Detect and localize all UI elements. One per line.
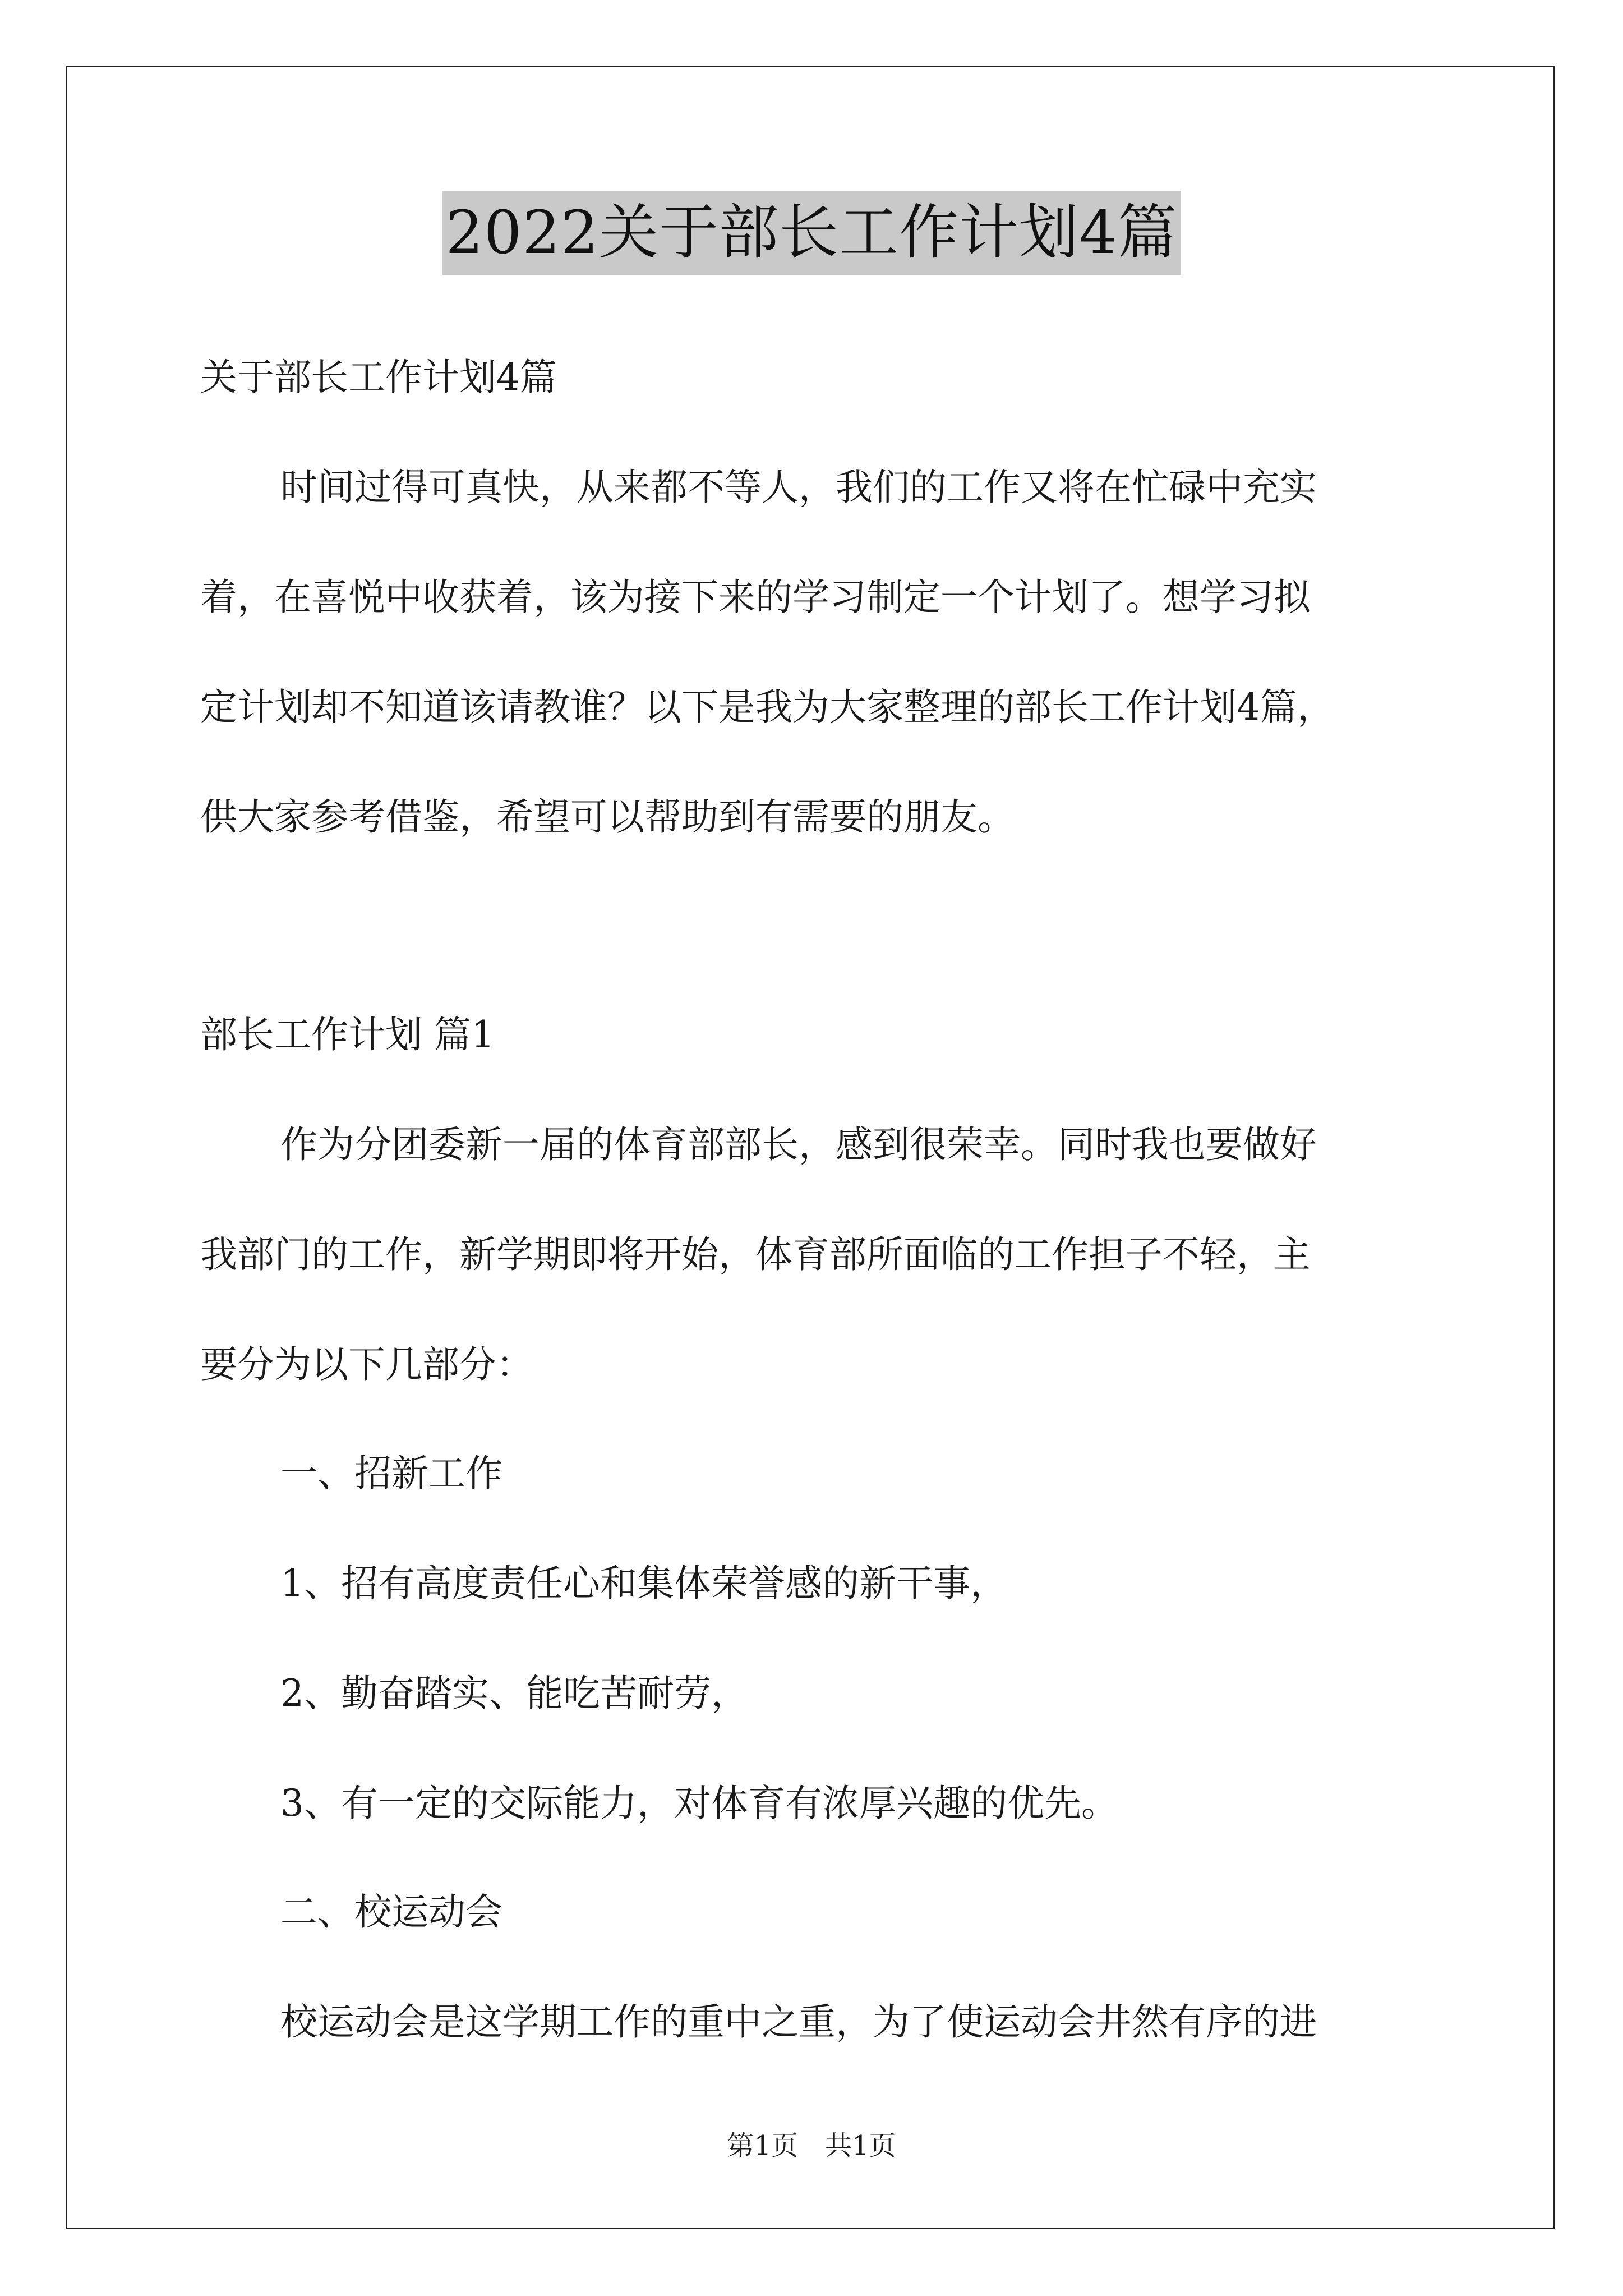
part1-item-2: 2、勤奋踏实、能吃苦耐劳， [280, 1672, 748, 1715]
section-heading: 部长工作计划 篇1 [200, 1013, 495, 1056]
section-line-1: 作为分团委新一届的体育部部长，感到很荣幸。同时我也要做好 [280, 1123, 1317, 1166]
part2-line: 校运动会是这学期工作的重中之重，为了使运动会井然有序的进 [280, 2000, 1317, 2044]
page-footer: 第1页 共1页 [727, 2130, 896, 2161]
intro-line-4: 供大家参考借鉴，希望可以帮助到有需要的朋友。 [200, 795, 1015, 839]
document-title: 2022关于部长工作计划4篇 [442, 191, 1181, 275]
title-container [0, 191, 1623, 275]
intro-line-1: 时间过得可真快，从来都不等人，我们的工作又将在忙碌中充实 [280, 466, 1317, 509]
part1-item-3: 3、有一定的交际能力，对体育有浓厚兴趣的优先。 [280, 1782, 1118, 1825]
intro-line-2: 着，在喜悦中收获着，该为接下来的学习制定一个计划了。想学习拟 [200, 576, 1311, 619]
intro-line-3: 定计划却不知道该请教谁？以下是我为大家整理的部长工作计划4篇， [200, 685, 1334, 729]
section-line-2: 我部门的工作，新学期即将开始，体育部所面临的工作担子不轻，主 [200, 1233, 1311, 1276]
section-line-3: 要分为以下几部分： [200, 1343, 533, 1386]
part1-item-1: 1、招有高度责任心和集体荣誉感的新干事， [280, 1562, 1007, 1605]
part2-heading: 二、校运动会 [280, 1890, 502, 1934]
document-subtitle: 关于部长工作计划4篇 [200, 356, 557, 399]
part1-heading: 一、招新工作 [280, 1452, 502, 1495]
